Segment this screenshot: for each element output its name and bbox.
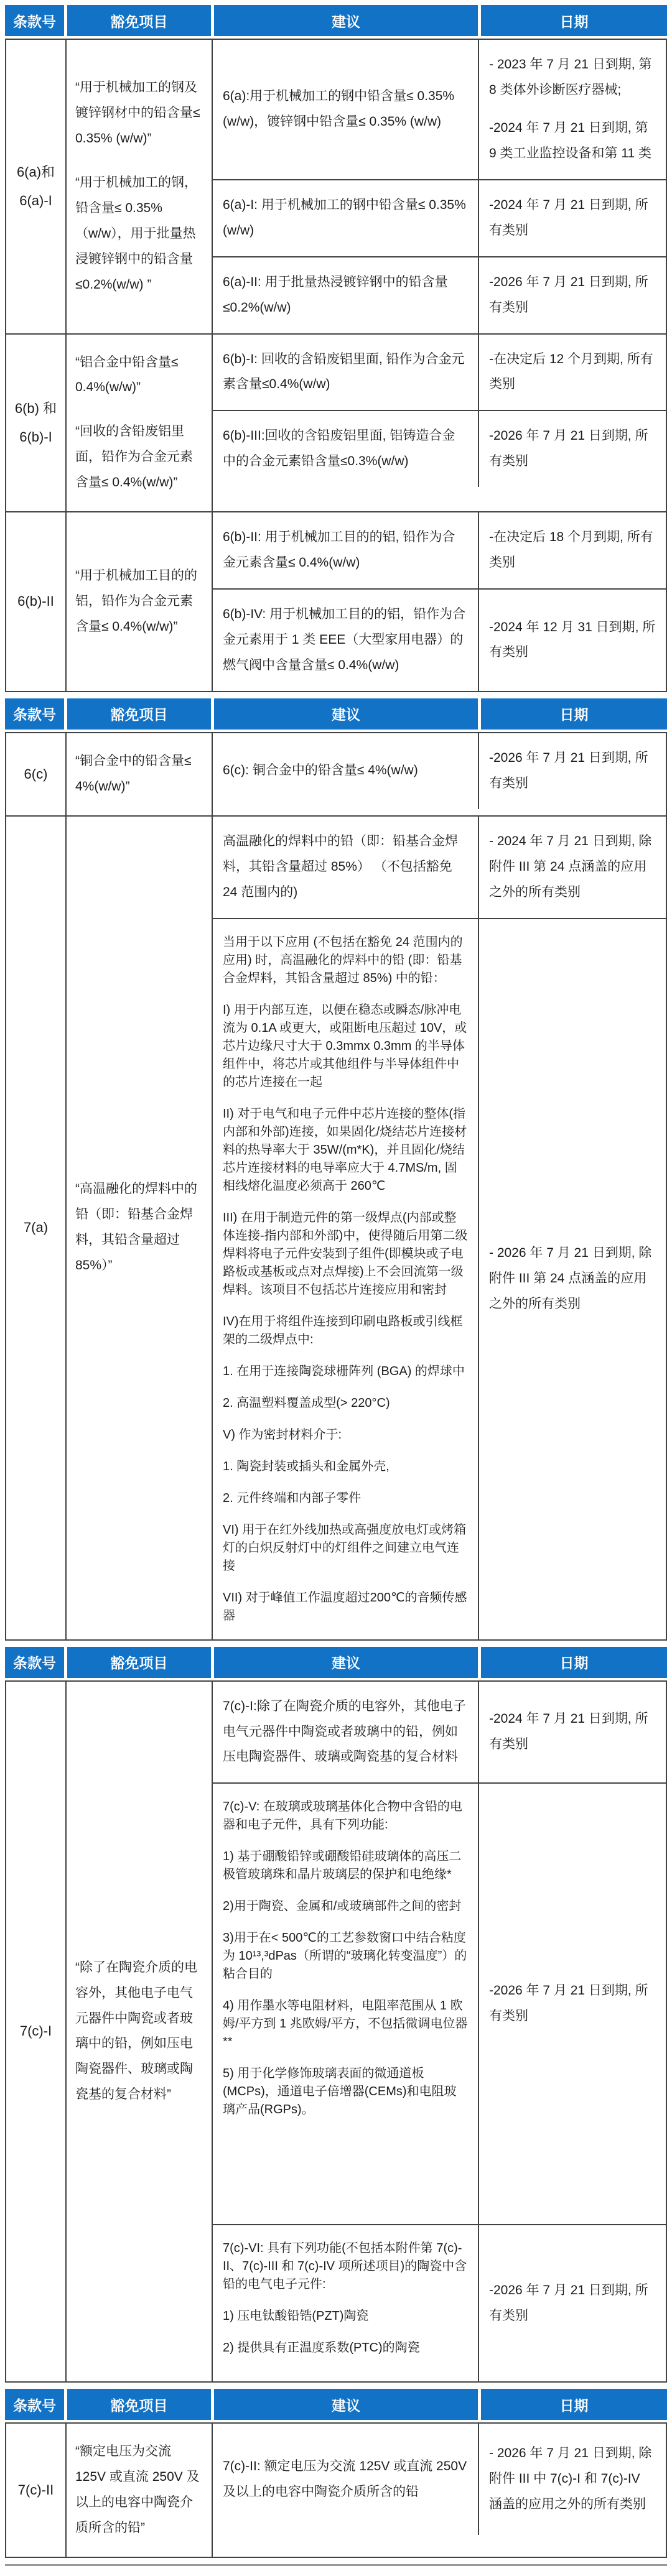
- suggestion-text: III) 在用于制造元件的第一级焊点(内部或整体连接-指内部和外部)中，使得随后用第二级焊料将电子元件安装到子组件(即模块或子电路板或基板或点对点焊接)上不会回流第一级焊料。该项目不包括芯片连接应用和密封: [223, 1210, 468, 1297]
- date-cell: [479, 733, 666, 809]
- suggestion-cell: [213, 1682, 479, 1783]
- suggestion-cell: [213, 1784, 479, 2224]
- date-text: -2024 年 7 月 21 日到期, 第 9 类工业监控设备和第 11 类: [489, 120, 651, 160]
- date-text: -2026 年 7 月 21 日到期, 所有类别: [489, 1983, 648, 2024]
- table-subrow: [213, 40, 666, 180]
- table-subrow: [213, 335, 666, 412]
- clause-no-text: 7(c)-II: [17, 2482, 54, 2498]
- date-text: -2024 年 12 月 31 日到期, 所有类别: [489, 619, 656, 660]
- column-header-date: 日期: [481, 1647, 667, 1678]
- table-subrow: [213, 817, 666, 919]
- table-subrow: [213, 2424, 666, 2535]
- table-subrow: [213, 1784, 666, 2225]
- table-subrow: [213, 512, 666, 590]
- suggestion-cell: [213, 180, 479, 256]
- suggestion-text: V) 作为密封材料介于:: [223, 1427, 342, 1442]
- suggestion-text: 当用于以下应用 (不包括在豁免 24 范围内的应用) 时，高温融化的焊料中的铅 (即：铅基合金焊料，其铅含量超过 85%) 中的铅：: [223, 935, 463, 985]
- suggestion-cell: [213, 817, 479, 918]
- suggestion-text: 5) 用于化学修饰玻璃表面的微通道板(MCPs)，通道电子倍增器(CEMs)和电阻玻璃产品(RGPs)。: [223, 2067, 457, 2117]
- suggestion-text: 6(b)-IV: 用于机械加工目的的铝，铅作为合金元素用于 1 类 EEE（大型家用电器）的燃气阀中含量含量≤ 0.4%(w/w): [223, 607, 466, 672]
- table-group-row: [5, 732, 667, 817]
- clause-no-cell: [6, 335, 67, 512]
- exemption-cell: [67, 817, 213, 1639]
- suggestion-text: 7(c)-V: 在玻璃或玻璃基体化合物中含铅的电器和电子元件，具有下列功能:: [223, 1800, 462, 1832]
- table-header-row: [5, 5, 667, 36]
- table-subrow: [213, 180, 666, 257]
- date-text: - 2023 年 7 月 21 日到期, 第 8 类体外诊断医疗器械;: [489, 57, 652, 97]
- date-cell: [479, 2225, 666, 2381]
- date-cell: [479, 1682, 666, 1783]
- column-header-exemption-item: 豁免项目: [67, 698, 211, 730]
- suggestion-text: 3)用于在< 500℃的工艺参数窗口中结合粘度为 10¹³,³dPas（所谓的“玻璃化转变温度”）的粘合目的: [223, 1931, 467, 1981]
- suggestion-date-column: [213, 40, 666, 333]
- date-cell: [479, 257, 666, 333]
- table-bottom-divider: [5, 2564, 667, 2566]
- clause-no-text: 6(a)-I: [19, 192, 52, 208]
- suggestion-text: 2. 元件终端和内部子零件: [223, 1491, 362, 1505]
- suggestion-text: VII) 对于峰值工作温度超过200℃的音频传感器: [223, 1590, 467, 1623]
- clause-no-text: 6(c): [24, 766, 48, 782]
- suggestion-text: 1. 在用于连接陶瓷球栅阵列 (BGA) 的焊球中: [223, 1364, 465, 1378]
- table-group-row: [5, 333, 667, 513]
- exemption-text: “铝合金中铅含量≤ 0.4%(w/w)”: [75, 354, 179, 395]
- column-header-date: 日期: [481, 5, 667, 36]
- date-text: -2024 年 7 月 21 日到期, 所有类别: [489, 1712, 648, 1751]
- date-text: - 2026 年 7 月 21 日到期, 除附件 III 中 7(c)-I 和 7(c)-IV 涵盖的应用之外的所有类别: [489, 2446, 652, 2512]
- date-text: - 2024 年 7 月 21 日到期, 除附件 III 第 24 点涵盖的应用之外的所有类别: [489, 833, 652, 899]
- date-cell: [479, 180, 666, 256]
- suggestion-text: 2)用于陶瓷、金属和/或玻璃部件之间的密封: [223, 1899, 462, 1914]
- table-header-row: [5, 698, 667, 730]
- column-header-suggestion: 建议: [214, 1647, 478, 1678]
- suggestion-text: 1) 压电钛酸铅锆(PZT)陶瓷: [223, 2309, 369, 2323]
- date-cell: [479, 335, 666, 410]
- suggestion-text: II) 对于电气和电子元件中芯片连接的整体(指内部和外部)连接，如果固化/烧结芯片连接材料的热导率大于 35W/(m*K)，并且固化/烧结芯片连接材料的电导率应大于 4.7MS/m, 固相线熔化温度必须高于 260℃: [223, 1106, 467, 1193]
- table-group-row: [5, 39, 667, 335]
- suggestion-text: 2. 高温塑料覆盖成型(> 220°C): [223, 1396, 390, 1410]
- exemption-text: “额定电压为交流 125V 或直流 250V 及以上的电容中陶瓷介质所含的铅”: [75, 2444, 200, 2536]
- suggestion-text: 7(c)-II: 额定电压为交流 125V 或直流 250V 及以上的电容中陶瓷介质所含的铅: [223, 2458, 467, 2499]
- clause-no-cell: [6, 40, 67, 333]
- table-header-row: [5, 1647, 667, 1678]
- suggestion-cell: [213, 733, 479, 809]
- column-header-clause-no: 条款号: [5, 5, 64, 36]
- suggestion-cell: [213, 512, 479, 588]
- clause-no-cell: [6, 817, 67, 1639]
- suggestion-date-column: [213, 2424, 666, 2557]
- clause-no-text: 6(b)-II: [17, 593, 54, 609]
- date-cell: [479, 411, 666, 487]
- column-header-exemption-item: 豁免项目: [67, 2389, 211, 2420]
- exemption-text: “高温融化的焊料中的铅（即：铅基合金焊料，其铅含量超过 85%）”: [75, 1182, 197, 1273]
- suggestion-text: 1) 基于硼酸铅锌或硼酸铅硅玻璃体的高压二极管玻璃珠和晶片玻璃层的保护和电绝缘*: [223, 1850, 462, 1882]
- date-text: -2024 年 7 月 21 日到期, 所有类别: [489, 197, 648, 238]
- clause-no-text: 7(a): [23, 1220, 49, 1236]
- column-header-date: 日期: [481, 698, 667, 730]
- suggestion-text: 6(b)-I: 回收的含铅废铝里面, 铅作为合金元素含量≤0.4%(w/w): [223, 351, 465, 392]
- table-header-row: [5, 2389, 667, 2420]
- suggestion-text: VI) 用于在红外线加热或高强度放电灯或烤箱灯的白炽反射灯中的灯组件之间建立电气连接: [223, 1522, 467, 1573]
- exemption-text: “用于机械加工的钢，铅含量≤ 0.35% （w/w），用于批量热浸镀锌钢中的铅含量≤0.2%(w/w) ”: [75, 175, 197, 292]
- suggestion-text: 6(a)-I: 用于机械加工的钢中铅含量≤ 0.35% (w/w): [223, 197, 466, 238]
- suggestion-cell: [213, 411, 479, 487]
- date-text: -2026 年 7 月 21 日到期, 所有类别: [489, 2282, 648, 2323]
- clause-no-cell: [6, 733, 67, 815]
- column-header-suggestion: 建议: [214, 698, 478, 730]
- exemption-cell: [67, 40, 213, 333]
- table-group-row: [5, 511, 667, 692]
- column-header-clause-no: 条款号: [5, 2389, 64, 2420]
- column-header-exemption-item: 豁免项目: [67, 5, 211, 36]
- date-text: -2026 年 7 月 21 日到期, 所有类别: [489, 429, 648, 469]
- exemption-cell: [67, 512, 213, 691]
- column-header-exemption-item: 豁免项目: [67, 1647, 211, 1678]
- suggestion-text: 2) 提供具有正温度系数(PTC)的陶瓷: [223, 2341, 420, 2355]
- date-cell: [479, 2424, 666, 2535]
- table-subrow: [213, 1682, 666, 1784]
- exemption-text: “回收的含铅废铝里面，铅作为合金元素含量≤ 0.4%(w/w)”: [75, 424, 193, 490]
- suggestion-cell: [213, 919, 479, 1639]
- date-cell: [479, 919, 666, 1639]
- suggestion-date-column: [213, 512, 666, 691]
- suggestion-text: 6(a)-II: 用于批量热浸镀锌钢中的铅含量≤0.2%(w/w): [223, 274, 448, 315]
- suggestion-text: IV)在用于将组件连接到印刷电路板或引线框架的二级焊点中:: [223, 1314, 463, 1346]
- column-header-suggestion: 建议: [214, 2389, 478, 2420]
- table-subrow: [213, 257, 666, 333]
- column-header-suggestion: 建议: [214, 5, 478, 36]
- exemption-cell: [67, 2424, 213, 2557]
- suggestion-date-column: [213, 817, 666, 1639]
- date-text: -2026 年 7 月 21 日到期, 所有类别: [489, 274, 648, 315]
- clause-no-cell: [6, 2424, 67, 2557]
- suggestion-cell: [213, 590, 479, 691]
- suggestion-cell: [213, 257, 479, 333]
- date-text: -在决定后 12 个月到期, 所有类别: [489, 351, 653, 392]
- clause-no-cell: [6, 1682, 67, 2382]
- column-header-clause-no: 条款号: [5, 698, 64, 730]
- clause-no-cell: [6, 512, 67, 691]
- suggestion-text: I) 用于内部互连，以便在稳态或瞬态/脉冲电流为 0.1A 或更大，或阻断电压超过 10V，或芯片边缘尺寸大于 0.3mmx 0.3mm 的半导体组件中，将芯片或其他组件与半导体组件中的芯片连接在一起: [223, 1003, 467, 1089]
- table-subrow: [213, 2225, 666, 2381]
- suggestion-text: 4) 用作墨水等电阻材料，电阻率范围从 1 欧姆/平方到 1 兆欧姆/平方，不包括微调电位器**: [223, 1999, 468, 2049]
- suggestion-text: 6(c): 铜合金中的铅含量≤ 4%(w/w): [223, 763, 418, 778]
- date-text: -在决定后 18 个月到期, 所有类别: [489, 530, 653, 570]
- suggestion-date-column: [213, 1682, 666, 2382]
- table-subrow: [213, 590, 666, 691]
- table-group-row: [5, 815, 667, 1641]
- table-subrow: [213, 733, 666, 809]
- clause-no-text: 7(c)-I: [19, 2023, 52, 2039]
- suggestion-cell: [213, 335, 479, 410]
- exemption-text: “用于机械加工的钢及镀锌钢材中的铅含量≤ 0.35% (w/w)”: [75, 80, 200, 146]
- suggestion-date-column: [213, 733, 666, 815]
- table-subrow: [213, 919, 666, 1639]
- date-text: -2026 年 7 月 21 日到期, 所有类别: [489, 750, 648, 790]
- date-cell: [479, 40, 666, 179]
- suggestion-text: 高温融化的焊料中的铅（即：铅基合金焊料，其铅含量超过 85%） （不包括豁免 24 范围内的): [223, 833, 458, 899]
- clause-no-text: 6(b)-I: [19, 429, 52, 445]
- clause-no-text: 6(a)和: [16, 164, 55, 180]
- exemption-text: “铜合金中的铅含量≤ 4%(w/w)”: [75, 753, 192, 794]
- exemption-text: “除了在陶瓷介质的电容外，其他电子电气元器件中陶瓷或者玻璃中的铅，例如压电陶瓷器件、玻璃或陶瓷基的复合材料”: [75, 1960, 197, 2102]
- suggestion-cell: [213, 40, 479, 179]
- date-cell: [479, 1784, 666, 2224]
- exemption-text: “用于机械加工目的的铝，铅作为合金元素含量≤ 0.4%(w/w)”: [75, 568, 197, 634]
- suggestion-text: 7(c)-VI: 具有下列功能(不包括本附件第 7(c)-II、7(c)-III 和 7(c)-IV 项所述项目)的陶瓷中含铅的电气电子元件:: [223, 2241, 467, 2292]
- suggestion-text: 6(b)-II: 用于机械加工目的的铝, 铅作为合金元素含量≤ 0.4%(w/w): [223, 530, 455, 570]
- suggestion-cell: [213, 2225, 479, 2381]
- suggestion-text: 1. 陶瓷封装或插头和金属外壳,: [223, 1459, 390, 1473]
- suggestion-text: 7(c)-I:除了在陶瓷介质的电容外，其他电子电气元器件中陶瓷或者玻璃中的铅，例如压电陶瓷器件、玻璃或陶瓷基的复合材料: [223, 1698, 466, 1764]
- suggestion-cell: [213, 2424, 479, 2535]
- clause-no-text: 6(b) 和: [14, 400, 57, 416]
- suggestion-text: 6(a):用于机械加工的钢中铅含量≤ 0.35% (w/w)，镀锌钢中铅含量≤ 0.35% (w/w): [223, 88, 455, 129]
- table-group-row: [5, 2422, 667, 2558]
- suggestion-text: 6(b)-III:回收的含铅废铝里面, 铝铸造合金中的合金元素铅含量≤0.3%(w/w): [223, 429, 455, 469]
- exemption-cell: [67, 1682, 213, 2382]
- column-header-clause-no: 条款号: [5, 1647, 64, 1678]
- suggestion-date-column: [213, 335, 666, 512]
- table-subrow: [213, 411, 666, 487]
- date-cell: [479, 590, 666, 691]
- date-text: - 2026 年 7 月 21 日到期, 除附件 III 第 24 点涵盖的应用之外的所有类别: [489, 1246, 652, 1312]
- exemption-cell: [67, 335, 213, 512]
- date-cell: [479, 817, 666, 918]
- table-group-row: [5, 1680, 667, 2383]
- date-cell: [479, 512, 666, 588]
- exemption-cell: [67, 733, 213, 815]
- column-header-date: 日期: [481, 2389, 667, 2420]
